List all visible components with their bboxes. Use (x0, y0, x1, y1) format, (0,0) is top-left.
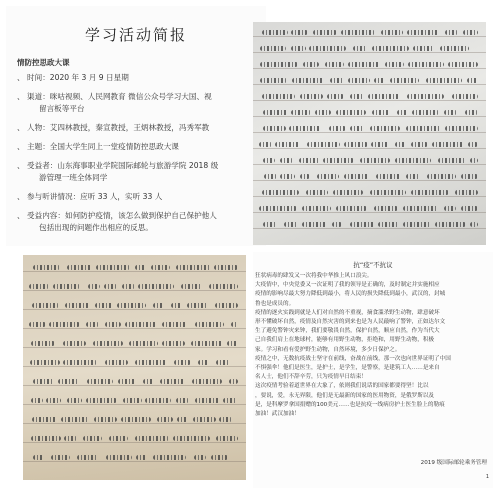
handwriting-stroke (371, 142, 389, 147)
handwriting-stroke (162, 341, 185, 346)
handwriting-stroke (121, 417, 151, 422)
ruled-line (23, 271, 246, 272)
handwriting-stroke (65, 303, 89, 308)
handwriting-stroke (323, 158, 354, 163)
handwriting-stroke (444, 206, 455, 211)
handwriting-stroke (280, 158, 293, 163)
handwriting-stroke (195, 322, 224, 327)
handwriting-stroke (153, 303, 163, 308)
brief-row-channel (17, 91, 266, 116)
handwriting-stroke (162, 322, 187, 327)
handwriting-stroke (275, 142, 300, 147)
handwriting-stroke (229, 379, 238, 384)
handwriting-stroke (372, 46, 409, 51)
handwriting-stroke (307, 142, 341, 147)
handwriting-stroke (46, 398, 61, 403)
handwriting-stroke (63, 341, 86, 346)
handwriting-stroke (160, 379, 185, 384)
handwriting-stroke (260, 62, 298, 67)
handwriting-stroke (192, 379, 222, 384)
article-signature: 2019 级国际邮轮乘务管理 (420, 460, 487, 466)
handwriting-stroke (118, 379, 136, 384)
handwriting-stroke (32, 303, 59, 308)
handwriting-stroke (336, 110, 365, 115)
handwriting-stroke (174, 360, 192, 365)
handwriting-stroke (350, 222, 374, 227)
ruled-line (23, 442, 246, 443)
handwriting-stroke (219, 417, 232, 422)
handwriting-stroke (177, 417, 188, 422)
handwriting-stroke (291, 46, 306, 51)
brief-row-continuation: 留言板等平台 (39, 104, 85, 114)
handwriting-stroke (122, 284, 135, 289)
handwriting-stroke (105, 360, 127, 365)
handwriting-stroke (284, 222, 299, 227)
article-paragraph: 加油！武汉加油！ (255, 411, 300, 418)
handwriting-stroke (263, 158, 275, 163)
handwriting-stroke (64, 436, 77, 441)
handwriting-stroke (176, 265, 210, 270)
handwriting-stroke (438, 158, 466, 163)
handwriting-stroke (368, 94, 399, 99)
handwriting-stroke (291, 110, 310, 115)
handwriting-stroke (30, 360, 60, 365)
handwriting-stroke (123, 398, 142, 403)
ruled-line (253, 84, 486, 85)
handwriting-stroke (440, 46, 469, 51)
handwriting-stroke (411, 142, 427, 147)
handwriting-stroke (173, 436, 210, 441)
handwriting-stroke (374, 78, 385, 83)
brief-row-text: 、 时间：2020 年 3 月 9 日星期 (17, 73, 129, 82)
article-paragraph: 狂状病毒的肆发又一次将我中华推上风口浪尖。 (255, 273, 373, 279)
handwriting-stroke (412, 110, 438, 115)
brief-row-text: 、 渠道：咪咕视频、人民网教育 微信公众号学习大国、视 (17, 91, 212, 101)
handwriting-stroke (31, 398, 44, 403)
ruled-line (253, 36, 486, 37)
article-paragraph: 疫情的影响尽最大努力降低到最小，将人民的损失降低到最小，武汉的，封城 (255, 291, 446, 298)
handwriting-stroke (289, 126, 321, 131)
handwriting-stroke (360, 158, 391, 163)
handwriting-stroke (215, 303, 238, 308)
handwriting-stroke (153, 455, 186, 460)
handwriting-stroke (67, 265, 92, 270)
handwriting-stroke (125, 322, 157, 327)
ruled-line (23, 423, 246, 424)
handwriting-stroke (407, 30, 439, 35)
handwriting-stroke (385, 62, 405, 67)
handwriting-stroke (216, 360, 230, 365)
handwriting-stroke (315, 110, 331, 115)
article-title: 抗“疫”不抗议 (353, 261, 393, 269)
handwriting-stroke (216, 436, 238, 441)
handwriting-stroke (33, 265, 59, 270)
handwriting-stroke (348, 78, 371, 83)
handwriting-stroke (306, 190, 328, 195)
article-paragraph: 这次疫情考验着道世界在大象了，依则我们说话的国家都要得坚！比以 (255, 383, 429, 390)
handwriting-stroke (309, 46, 345, 51)
handwriting-stroke (461, 206, 478, 211)
article-paragraph: 鲁也是成员的。 (255, 300, 295, 307)
handwriting-stroke (406, 126, 440, 131)
handwriting-stroke (461, 174, 478, 179)
ruled-line (23, 328, 246, 329)
article-paragraph: 疫情之中，无数抗疫战士坚守在前线，奋战在前线，那一次也向世界证明了中国 (255, 355, 451, 362)
handwriting-stroke (263, 110, 289, 115)
handwriting-stroke (61, 417, 89, 422)
ruled-line (253, 68, 486, 69)
handwriting-stroke (408, 62, 444, 67)
article-paragraph: 生了避免警钟灾来钟，我们要敬畏自然，保护自然，顺应自然，作为当代大 (255, 328, 440, 335)
handwriting-stroke (49, 322, 80, 327)
handwriting-stroke (105, 322, 122, 327)
handwriting-stroke (58, 379, 79, 384)
handwriting-stroke (374, 206, 398, 211)
article-page-number: 1 (485, 474, 489, 480)
brief-row-time (17, 72, 266, 85)
handwriting-stroke (63, 360, 98, 365)
handwriting-stroke (87, 379, 113, 384)
handwriting-stroke (262, 94, 295, 99)
handwriting-stroke (376, 174, 401, 179)
handwriting-stroke (195, 398, 220, 403)
article-paragraph: 大疫情中，中央党委又一次证明了我的领导是正确的，及时制定并实施相应 (255, 282, 440, 289)
handwriting-stroke (378, 222, 399, 227)
handwriting-stroke (470, 158, 478, 163)
ruled-line (253, 212, 486, 213)
handwriting-stroke (145, 398, 171, 403)
handwriting-stroke (299, 158, 321, 163)
handwritten-notes-photo-2 (23, 255, 246, 480)
handwriting-stroke (194, 455, 206, 460)
handwriting-stroke (467, 78, 478, 83)
handwriting-stroke (332, 222, 343, 227)
handwriting-stroke (259, 142, 271, 147)
handwriting-stroke (88, 284, 100, 289)
handwriting-stroke (444, 110, 457, 115)
handwriting-stroke (302, 206, 330, 211)
handwriting-stroke (333, 190, 363, 195)
ruled-line (253, 180, 486, 181)
handwriting-stroke (95, 303, 113, 308)
article-paragraph: 形不懂破坏自然，疫情及自然灾害的到来也是为人民敲响了警钟，正如达尔文 (255, 319, 446, 326)
handwriting-stroke (465, 110, 478, 115)
handwriting-stroke (33, 379, 54, 384)
handwriting-stroke (260, 78, 287, 83)
handwriting-stroke (86, 398, 118, 403)
handwriting-stroke (106, 455, 132, 460)
handwriting-stroke (104, 284, 116, 289)
handwriting-stroke (292, 78, 323, 83)
handwriting-stroke (53, 284, 80, 289)
handwriting-stroke (372, 110, 389, 115)
article-paragraph: 是，是科摩罗拿国捐赠的100美元……也是抗疫一线病房护士医生脸上的勒痕 (255, 401, 445, 408)
brief-row-text: 、 受益者：山东海事职业学院国际邮轮与旅游学院 2018 级 (17, 160, 219, 170)
handwriting-stroke (83, 436, 102, 441)
handwriting-stroke (211, 455, 227, 460)
handwriting-stroke (31, 436, 61, 441)
handwriting-stroke (262, 30, 288, 35)
brief-row-theme (17, 141, 266, 154)
brief-row-beneficiary (17, 160, 266, 185)
article-body (255, 272, 491, 419)
handwriting-stroke (191, 341, 223, 346)
brief-row-people (17, 122, 266, 135)
handwriting-stroke (209, 284, 238, 289)
handwriting-stroke (455, 190, 478, 195)
handwriting-stroke (452, 94, 478, 99)
handwriting-stroke (136, 455, 147, 460)
handwriting-stroke (280, 174, 295, 179)
handwriting-stroke (330, 78, 344, 83)
handwriting-stroke (29, 284, 48, 289)
handwriting-stroke (31, 341, 56, 346)
handwriting-stroke (336, 206, 367, 211)
handwriting-stroke (395, 158, 431, 163)
handwriting-stroke (93, 341, 122, 346)
article-panel (253, 252, 493, 488)
handwriting-stroke (300, 94, 322, 99)
handwriting-stroke (468, 142, 478, 147)
handwriting-stroke (77, 455, 98, 460)
handwriting-stroke (302, 222, 327, 227)
handwriting-stroke (176, 398, 189, 403)
brief-row-text: 、 主题：全国大学生同上一堂疫情防控思政大课 (17, 141, 179, 151)
handwriting-stroke (193, 417, 215, 422)
ruled-line (23, 347, 246, 348)
ruled-line (23, 385, 246, 386)
handwriting-stroke (260, 46, 286, 51)
article-paragraph: 己自我们肩上在地球村，能够有用野生动物，拒绝和，用野生动物，积极 (255, 337, 435, 344)
ruled-line (253, 100, 486, 101)
handwriting-stroke (445, 126, 478, 131)
handwriting-stroke (403, 222, 431, 227)
handwriting-stroke (129, 341, 158, 346)
article-paragraph: 疫情的逐火实践到就是人们对自然的不重视，摘食滥杀野生动物，肆意破坏 (255, 309, 440, 316)
handwriting-stroke (67, 398, 82, 403)
handwriting-stroke (426, 78, 463, 83)
handwriting-stroke (117, 303, 146, 308)
handwriting-stroke (33, 455, 44, 460)
ruled-line (23, 309, 246, 310)
handwriting-stroke (303, 62, 320, 67)
handwriting-stroke (135, 360, 168, 365)
handwriting-stroke (109, 436, 128, 441)
handwriting-stroke (435, 222, 466, 227)
handwriting-stroke (313, 30, 337, 35)
handwriting-stroke (259, 206, 296, 211)
handwriting-stroke (135, 436, 169, 441)
brief-row-text: 、 人物：艾四林教授，秦宣教授，王炳林教授，冯秀军教 (17, 123, 210, 133)
handwriting-stroke (325, 62, 344, 67)
handwriting-stroke (264, 174, 276, 179)
handwriting-stroke (263, 126, 286, 131)
handwriting-stroke (370, 190, 406, 195)
handwriting-stroke (187, 303, 208, 308)
handwriting-stroke (350, 94, 364, 99)
handwriting-stroke (448, 62, 478, 67)
handwriting-stroke (32, 417, 58, 422)
ruled-line (253, 132, 486, 133)
ruled-line (253, 52, 486, 53)
handwriting-stroke (327, 94, 344, 99)
handwriting-stroke (470, 222, 478, 227)
handwriting-stroke (445, 30, 457, 35)
ruled-line (23, 290, 246, 291)
handwriting-stroke (231, 322, 238, 327)
handwriting-stroke (395, 142, 407, 147)
handwriting-stroke (403, 206, 438, 211)
handwriting-stroke (223, 398, 237, 403)
handwriting-stroke (353, 46, 366, 51)
ruled-line (253, 164, 486, 165)
ruled-line (253, 228, 486, 229)
handwriting-stroke (341, 30, 376, 35)
article-paragraph: 名人士，他们不辞辛劳，只为疫情早日结束！ (255, 374, 367, 381)
handwriting-stroke (427, 174, 456, 179)
handwriting-stroke (432, 142, 464, 147)
handwriting-stroke (198, 360, 209, 365)
brief-rows (17, 72, 266, 241)
handwriting-stroke (86, 322, 99, 327)
handwriting-stroke (317, 174, 339, 179)
handwriting-stroke (300, 174, 311, 179)
handwriting-stroke (413, 46, 435, 51)
handwriting-stroke (214, 265, 238, 270)
handwriting-stroke (135, 265, 146, 270)
ruled-line (253, 148, 486, 149)
handwriting-stroke (348, 62, 380, 67)
brief-row-content (17, 210, 266, 235)
handwriting-stroke (143, 379, 153, 384)
handwriting-stroke (96, 265, 131, 270)
brief-row-text: 、 受益内容：如何防护疫情，该怎么做到保护自己保护他人 (17, 210, 217, 220)
handwriting-stroke (51, 455, 70, 460)
handwriting-stroke (329, 126, 346, 131)
brief-subtitle: 情防控思政大课 (17, 58, 70, 67)
handwriting-stroke (390, 78, 419, 83)
handwriting-stroke (344, 142, 368, 147)
ruled-line (23, 366, 246, 367)
ruled-line (253, 116, 486, 117)
brief-row-continuation: 游管理一班全体同学 (39, 173, 108, 183)
brief-row-continuation: 包括出现的问题作出相应的反思。 (39, 223, 153, 233)
handwriting-stroke (397, 110, 407, 115)
handwriting-stroke (406, 174, 419, 179)
article-paragraph: 不惧强伞！他们是医生，是护士，是学生，是警察，是建筑工人……是来自 (255, 365, 440, 372)
ruled-line (253, 196, 486, 197)
handwriting-stroke (263, 222, 277, 227)
brief-row-text: 、 参与听讲情况：应听 33 人，实听 33 人 (17, 192, 163, 202)
article-paragraph: 家。学习和看有爱护野生动物，自然环境，多少日保护之。 (255, 346, 401, 353)
handwriting-stroke (381, 30, 403, 35)
handwriting-stroke (344, 174, 369, 179)
brief-title: 学习活动简报 (84, 26, 187, 44)
handwriting-stroke (411, 190, 449, 195)
handwriting-stroke (181, 284, 202, 289)
article-paragraph: ，要说，爱，永无界限，他们是无最新的国家的医用物资，是俄罗斯以及 (255, 392, 435, 399)
handwriting-stroke (463, 30, 478, 35)
handwriting-stroke (151, 265, 169, 270)
brief-row-attendance (17, 191, 266, 204)
handwritten-notes-photo-1 (253, 22, 486, 245)
ruled-line (23, 461, 246, 462)
handwriting-stroke (350, 126, 364, 131)
ruled-line (23, 404, 246, 405)
handwriting-stroke (291, 30, 308, 35)
handwriting-stroke (157, 417, 173, 422)
handwriting-stroke (138, 284, 174, 289)
handwriting-stroke (29, 322, 46, 327)
activity-brief-panel (6, 6, 266, 246)
handwriting-stroke (370, 126, 400, 131)
handwriting-stroke (171, 303, 182, 308)
handwriting-stroke (227, 341, 238, 346)
handwriting-stroke (94, 417, 117, 422)
handwriting-stroke (262, 190, 299, 195)
handwriting-stroke (407, 94, 444, 99)
